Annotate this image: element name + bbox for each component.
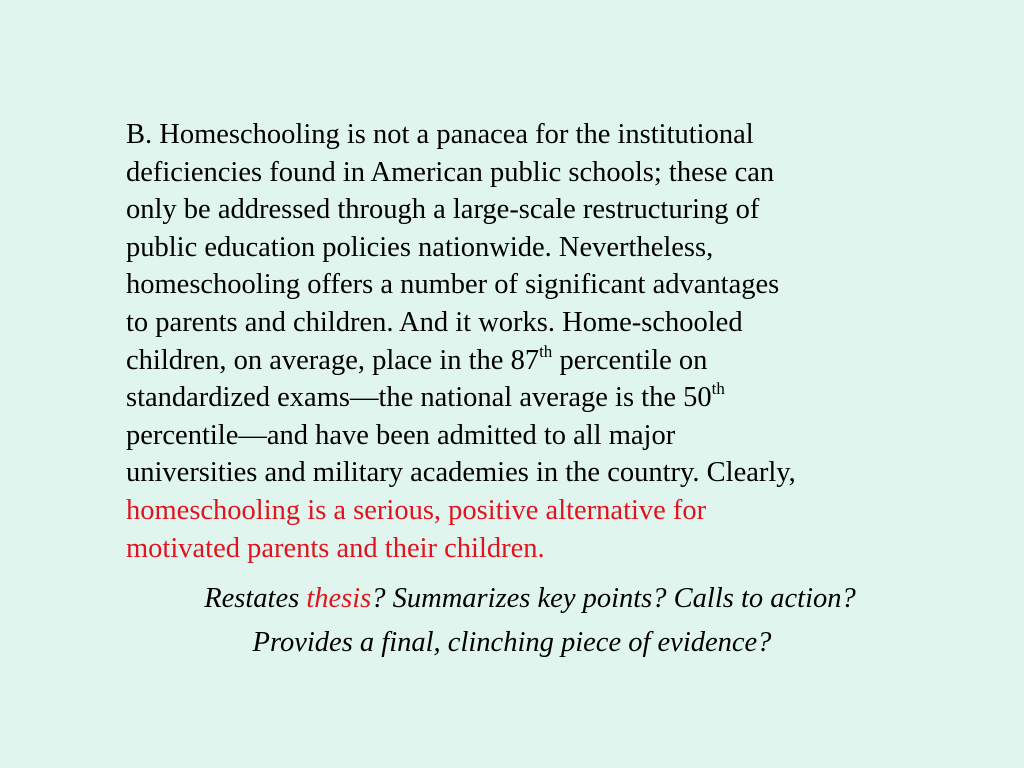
- prompt-question-line: Provides a final, clinching piece of evidence?: [252, 627, 772, 658]
- prompt-text: ? Summarizes key points? Calls to action?: [371, 583, 856, 614]
- paragraph-line: universities and military academies in the country. Clearly,: [126, 457, 796, 489]
- line-text: percentile on: [552, 344, 708, 376]
- paragraph-line: B. Homeschooling is not a panacea for the institutional: [126, 119, 754, 150]
- paragraph-line: only be addressed through a large-scale restructuring of: [126, 194, 760, 226]
- paragraph-line: to parents and children. And it works. Home-schooled: [126, 306, 743, 338]
- paragraph-line: deficiencies found in American public schools; these can: [126, 156, 775, 188]
- thesis-highlight-line: motivated parents and their children.: [126, 532, 545, 564]
- paragraph-line: [126, 379, 946, 417]
- ordinal-superscript: th: [711, 379, 725, 399]
- prompt-text: Restates: [204, 583, 307, 614]
- line-text: children, on average, place in the 87: [126, 344, 540, 376]
- paragraph-line: homeschooling offers a number of significant advantages: [126, 269, 780, 301]
- paragraph-line: public education policies nationwide. Nevertheless,: [126, 231, 714, 263]
- thesis-word: thesis: [306, 583, 372, 614]
- line-text: standardized exams―the national average is the 50: [126, 382, 712, 414]
- paragraph-line: percentile―and have been admitted to all major: [126, 419, 676, 451]
- thesis-highlight-line: homeschooling is a serious, positive alternative for: [126, 494, 707, 526]
- prompt-question-line: [18, 580, 1024, 618]
- ordinal-superscript: th: [539, 341, 553, 361]
- conclusion-paragraph: [126, 116, 946, 567]
- paragraph-line: [126, 342, 946, 380]
